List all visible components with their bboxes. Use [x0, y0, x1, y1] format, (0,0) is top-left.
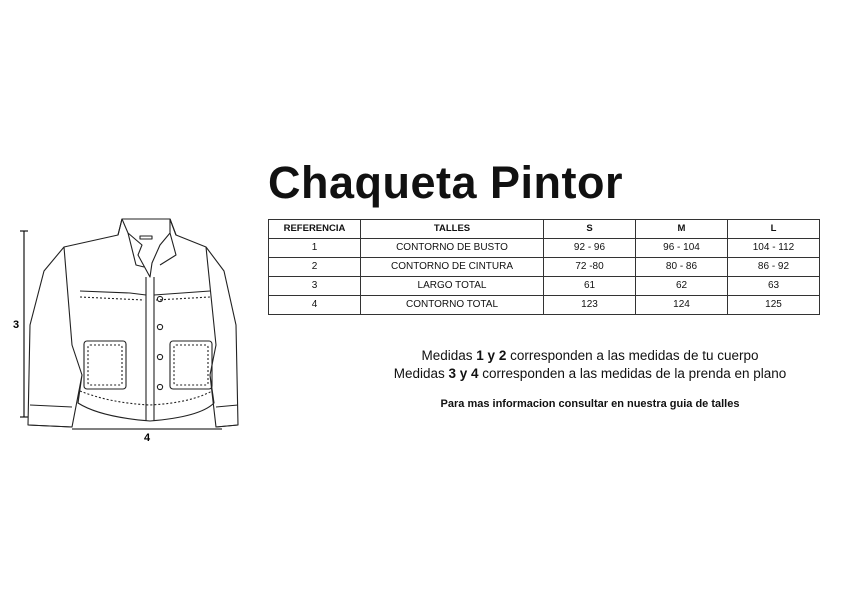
cell-ref: 1 — [269, 239, 361, 258]
table-row — [269, 258, 820, 277]
jacket-sketch — [10, 205, 270, 455]
note-prefix: Medidas — [393, 366, 449, 381]
cell-l: 86 - 92 — [728, 258, 820, 277]
header-talles: TALLES — [361, 220, 544, 239]
dimension-label-length: 3 — [13, 319, 20, 331]
cell-s: 92 - 96 — [544, 239, 636, 258]
note-bold-refs: 1 y 2 — [476, 348, 507, 363]
note-suffix: corresponden a las medidas de la prenda en plano — [478, 366, 787, 381]
cell-m: 80 - 86 — [636, 258, 728, 277]
header-l: L — [728, 220, 820, 239]
cell-m: 124 — [636, 296, 728, 315]
cell-m: 62 — [636, 277, 728, 296]
cell-talle: CONTORNO TOTAL — [361, 296, 544, 315]
cell-talle: CONTORNO DE BUSTO — [361, 239, 544, 258]
dimension-label-width: 4 — [144, 432, 151, 444]
note-body-measurements — [330, 348, 842, 363]
page-title: Chaqueta Pintor — [268, 157, 624, 208]
note-suffix: corresponden a las medidas de tu cuerpo — [506, 348, 759, 363]
cell-m: 96 - 104 — [636, 239, 728, 258]
table-header-row — [269, 220, 820, 239]
note-prefix: Medidas — [421, 348, 477, 363]
cell-talle: CONTORNO DE CINTURA — [361, 258, 544, 277]
header-referencia: REFERENCIA — [269, 220, 361, 239]
note-garment-measurements — [330, 366, 842, 381]
note-bold-refs: 3 y 4 — [448, 366, 479, 381]
size-table — [268, 219, 820, 315]
cell-l: 125 — [728, 296, 820, 315]
table-row — [269, 239, 820, 258]
cell-s: 123 — [544, 296, 636, 315]
cell-s: 72 -80 — [544, 258, 636, 277]
size-guide-info: Para mas informacion consultar en nuestra guia de talles — [440, 398, 740, 410]
table-row — [269, 296, 820, 315]
header-s: S — [544, 220, 636, 239]
cell-ref: 3 — [269, 277, 361, 296]
cell-ref: 4 — [269, 296, 361, 315]
cell-l: 63 — [728, 277, 820, 296]
table-row — [269, 277, 820, 296]
cell-l: 104 - 112 — [728, 239, 820, 258]
cell-ref: 2 — [269, 258, 361, 277]
cell-talle: LARGO TOTAL — [361, 277, 544, 296]
cell-s: 61 — [544, 277, 636, 296]
header-m: M — [636, 220, 728, 239]
